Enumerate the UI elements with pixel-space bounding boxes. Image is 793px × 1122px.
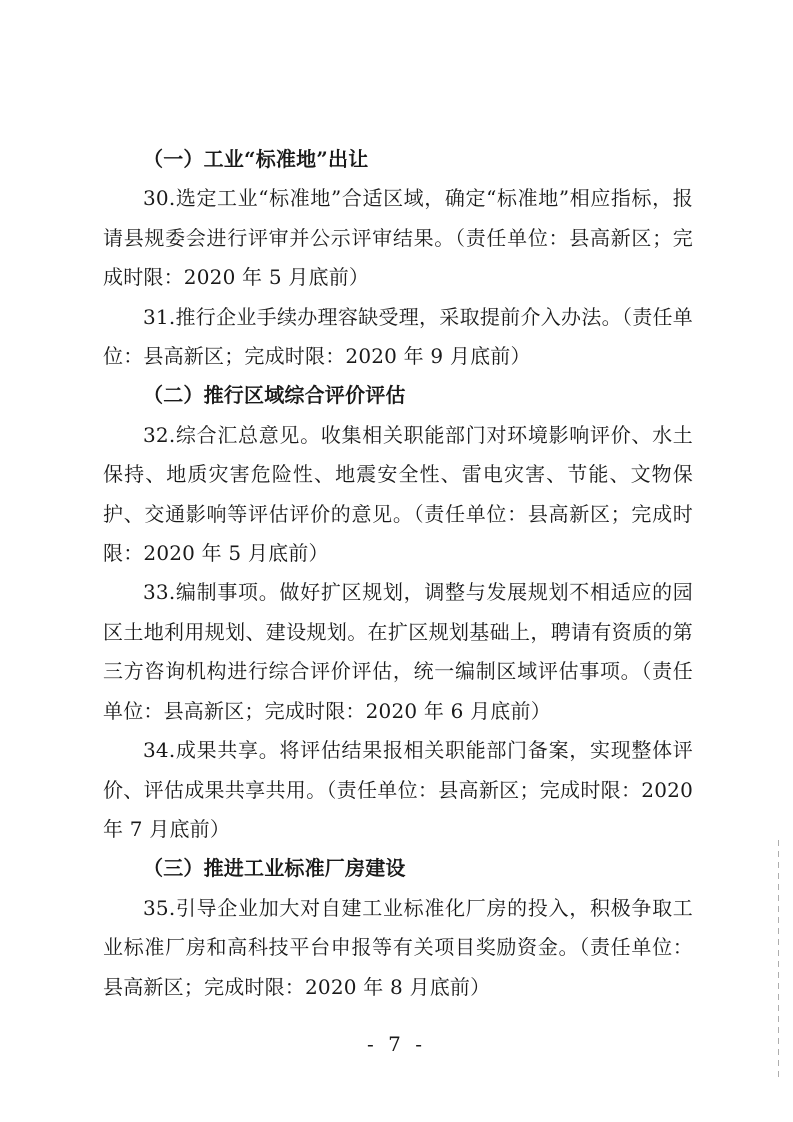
page-number: - 7 - (367, 1032, 426, 1056)
section-heading-3: （三）推进工业标准厂房建设 (143, 856, 406, 881)
paragraph-31: 31.推行企业手续办理容缺受理，采取提前介入办法。（责任单位：县高新区；完成时限：2020 年 9 月底前） (103, 304, 693, 369)
section-heading-1: （一）工业“标准地”出让 (143, 147, 369, 171)
section-heading-2: （二）推行区域综合评价评估 (143, 383, 406, 408)
paragraph-32: 32.综合汇总意见。收集相关职能部门对环境影响评价、水土保持、地质灾害危险性、地震安全性、雷电灾害、节能、文物保护、交通影响等评估评价的意见。（责任单位：县高新区；完成时限：2020 年 5 月底前） (103, 422, 693, 566)
document-body (103, 140, 693, 1007)
paragraph-35: 35.引导企业加大对自建工业标准化厂房的投入，积极争取工业标准厂房和高科技平台申报等有关项目奖励资金。（责任单位：县高新区；完成时限：2020 年 8 月底前） (103, 895, 693, 999)
scan-edge-mark (778, 840, 779, 1080)
paragraph-33: 33.编制事项。做好扩区规划，调整与发展规划不相适应的园区土地利用规划、建设规划。在扩区规划基础上，聘请有资质的第三方咨询机构进行综合评价评估，统一编制区域评估事项。（责任单位：县高新区；完成时限：2020 年 6 月底前） (103, 580, 693, 723)
paragraph-34: 34.成果共享。将评估结果报相关职能部门备案，实现整体评价、评估成果共享共用。（责任单位：县高新区；完成时限：2020 年 7 月底前） (103, 738, 693, 841)
paragraph-30: 30.选定工业“标准地”合适区域，确定“标准地”相应指标，报请县规委会进行评审并公示评审结果。（责任单位：县高新区；完成时限：2020 年 5 月底前） (103, 186, 693, 290)
